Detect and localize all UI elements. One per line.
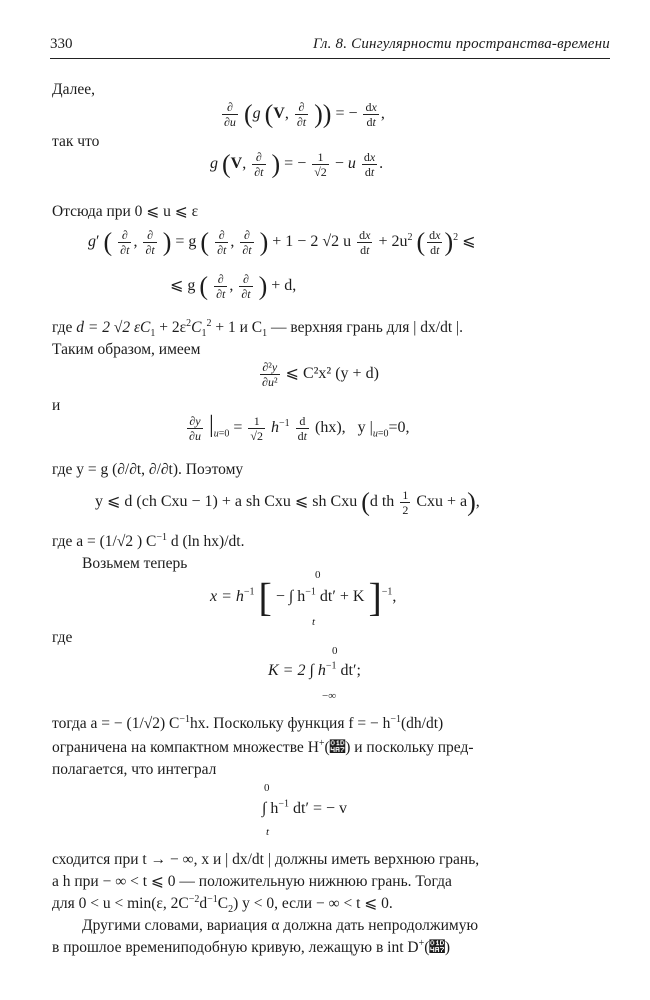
eq9-k: K = 2 ∫ h [268, 662, 326, 679]
eq7-d: d th [369, 493, 395, 511]
text-otsyuda: Отсюда при 0 ⩽ u ⩽ ε [52, 203, 199, 220]
equation-6: $\frac{\partial y}{\partial u}$ $|_{u=0}$ = $\frac{1}{√2}$ $h^{-1}$ $\frac{d}{dt}$ (hx), y $|_{u=0}=0$, [189, 412, 410, 443]
eq8-inner2: dt′ + K [315, 588, 365, 605]
dlya-1: для 0 < u < min(ε, 2C [52, 895, 189, 912]
eq7-body: y ⩽ d (ch Cxu − 1) + a sh Cxu ⩽ sh Cxu [95, 493, 358, 511]
togda-2: hx. Поскольку функция f = − h [190, 715, 391, 732]
v-proshloe-1: в прошлое времениподобную кривую, лежащую в int D [52, 939, 419, 956]
eq8-lower-limit: t [312, 616, 316, 628]
text-dalee: Далее, [52, 81, 95, 98]
eq6-y: y | [357, 419, 373, 437]
gde-d-2: d = 2 √2 εC [76, 319, 151, 336]
text-takim: Таким образом, имеем [52, 341, 201, 358]
equation-1: ∂ ∂u (g (V, ∂ ∂t )) = − $\frac{dx}{dt}$ , [224, 99, 385, 129]
running-title: Гл. 8. Сингулярности пространства-времени [312, 36, 610, 52]
text-polag: полагается, что интеграл [52, 761, 217, 778]
text-i: и [52, 397, 61, 414]
text-ogran: ограничена на компактном множестве H+(𝒧) и поскольку пред- [52, 737, 474, 756]
eq3-tail: + 1 − 2 √2 u [272, 233, 352, 251]
equation-5: $\frac{\text{∂²y}}{\text{∂u²}}$ ⩽ C²x² (y + d) [262, 360, 379, 389]
eq3-rhs: = g [175, 233, 197, 251]
eq10-lower-limit: t [266, 826, 270, 838]
eq6-hx: (hx), [315, 419, 346, 437]
eq6-eq: = [233, 419, 243, 437]
equation-8: $x = h^{-1}$ [ − ∫ $h^{-1}$ dt′ + K ]$^{-1}$, [210, 574, 397, 620]
equation-10: ∫ $h^{-1}$ dt′ = − v [262, 798, 348, 817]
text-drugimi: Другими словами, вариация α должна дать непродолжимую [82, 917, 479, 934]
eq4-le: ⩽ g [170, 277, 196, 295]
gde-a-2: d (ln hx)/dt. [166, 533, 245, 550]
ogran-1: ограничена на компактном множестве H [52, 739, 319, 756]
page-number: 330 [50, 36, 73, 52]
page-header [50, 36, 610, 59]
gde-d-4: + 1 и C [211, 319, 263, 336]
eq10-body: ∫ h [262, 800, 279, 817]
eq4-tail: + d, [271, 277, 297, 295]
text-gde-a: где a = (1/√2 ) $C^{-1}$ d (ln hx)/dt. [52, 531, 245, 550]
gde-d-1: где [52, 319, 73, 336]
eq9-tail: dt′; [336, 662, 361, 679]
gde-d-3: + 2ε [155, 319, 187, 336]
togda-1: тогда a = − (1/√2) C [52, 715, 180, 732]
eq9-upper-limit: 0 [332, 645, 338, 657]
text-tak-chto: так что [52, 133, 100, 150]
text-shoditsya: сходится при t → − ∞, x и | dx/dt | должны иметь верхнюю грань, [52, 851, 480, 868]
text-dlya: для 0 < u < min(ε, $2C^{-2}d^{-1}C_2$) y < 0, если − ∞ < t ⩽ 0. [52, 893, 393, 916]
eq3-le: ⩽ [462, 233, 476, 251]
text-gde-y: где y = g (∂/∂t, ∂/∂t). Поэтому [52, 461, 244, 478]
gde-a-1: где a = (1/√2 ) C [52, 533, 157, 550]
eq2-rhs: = − [284, 155, 307, 173]
text-gde-d: где d = 2 √2 $\varepsilon C_1 + 2\varepsilon^2C_1^2 + 1$ и $C_1$ — верхняя грань для | dx/dt |. [52, 317, 463, 340]
equation-2: g (V, ∂ ∂t ) = − $\frac{1}{√2}$ − u $\frac{dx}{dt}$ . [210, 149, 384, 179]
gde-d-5: — верхняя грань для | dx/dt |. [267, 319, 463, 336]
text-vozmem: Возьмем теперь [82, 555, 188, 572]
text-a-h-pri: а h при − ∞ < t ⩽ 0 — положительную нижнюю грань. Тогда [52, 873, 452, 890]
dlya-4: ) y < 0, если − ∞ < t ⩽ 0. [233, 895, 393, 912]
eq8-x: x = h [210, 588, 244, 605]
equation-7: y ⩽ d (ch Cxu − 1) + a sh Cxu ⩽ sh Cxu (d th $\frac{1}{2}$ Cxu + a), [95, 487, 480, 517]
eq8-upper-limit: 0 [315, 569, 321, 581]
ogran-2: (𝒧) и поскольку пред- [324, 739, 474, 756]
togda-3: (dh/dt) [401, 715, 444, 732]
eq9-lower-limit: −∞ [322, 690, 337, 702]
v-proshloe-2: (𝒧) [424, 939, 451, 956]
equation-9: K = 2 ∫ $h^{-1}$ dt′; [268, 660, 361, 679]
eq6-h: h [271, 419, 280, 437]
eq10-tail: dt′ = − v [289, 800, 348, 817]
eq8-inner: − ∫ h [275, 588, 306, 605]
eq1-rhs: = − [335, 105, 358, 123]
equation-4: ⩽ g ( ∂ ∂t , ∂ ∂t ) + d, [170, 271, 297, 301]
eq10-upper-limit: 0 [264, 782, 270, 794]
dlya-3: C [217, 895, 229, 912]
equation-3: g′ ( ∂ ∂t , ∂ ∂t ) = g ( ∂ ∂t , ∂ ∂t ) + 1 − 2 √2 u $\frac{dx}{dt}$ + $2u^2$ ( $\frac{dx}{dt}$ )$^2$ ⩽ [88, 227, 476, 257]
eq5-body: ⩽ C²x² (y + d) [285, 365, 379, 383]
eq7-tail: Cxu + a [416, 493, 468, 511]
text-togda: тогда a = − (1/√2) $C^{-1}hx$. Поскольку функция f = − $h^{-1}(dh/dt)$ [52, 713, 444, 732]
text-gde: где [52, 629, 73, 646]
text-v-proshloe: в прошлое времениподобную кривую, лежащую в int D+(𝒧) [52, 937, 451, 956]
eq3-tail2: + 2u [378, 233, 408, 251]
dlya-2: d [199, 895, 208, 912]
